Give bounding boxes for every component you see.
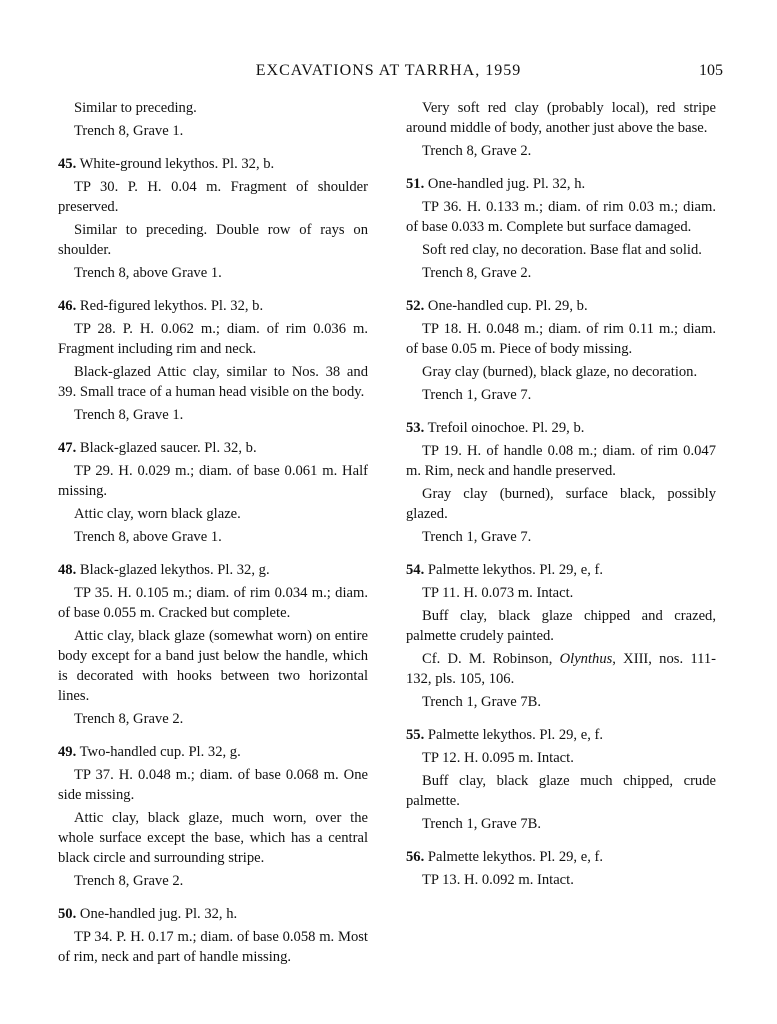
left-column xyxy=(58,98,368,980)
entry-title: One-handled jug. Pl. 32, h. xyxy=(79,906,238,922)
page-header xyxy=(0,62,777,84)
catalogue-entry xyxy=(58,560,368,729)
continued-paragraph: Similar to preceding. xyxy=(74,100,197,116)
findspot: Trench 8, Grave 2. xyxy=(74,711,184,727)
continuation-block xyxy=(58,98,368,141)
findspot: Trench 1, Grave 7B. xyxy=(422,694,542,710)
entry-paragraph: Soft red clay, no decoration. Base flat and solid. xyxy=(422,242,702,258)
findspot: Trench 8, above Grave 1. xyxy=(74,265,222,281)
continuation-block xyxy=(406,98,716,161)
entry-paragraph: TP 18. H. 0.048 m.; diam. of rim 0.11 m.; diam. of base 0.05 m. Piece of body missing. xyxy=(406,321,716,357)
findspot: Trench 8, Grave 1. xyxy=(74,407,184,423)
entry-number: 56. xyxy=(406,849,425,865)
running-title: EXCAVATIONS AT TARRHA, 1959 xyxy=(255,62,522,79)
entry-title: Palmette lekythos. Pl. 29, e, f. xyxy=(427,727,604,743)
entry-heading xyxy=(58,438,368,458)
findspot: Trench 1, Grave 7. xyxy=(422,387,532,403)
entry-heading xyxy=(406,725,716,745)
entry-heading xyxy=(58,154,368,174)
catalogue-entry xyxy=(58,438,368,547)
entry-paragraph: Buff clay, black glaze chipped and crazed, palmette crudely painted. xyxy=(406,608,716,644)
entry-title: Trefoil oinochoe. Pl. 29, b. xyxy=(427,420,585,436)
entry-title: Two-handled cup. Pl. 32, g. xyxy=(79,744,241,760)
entry-number: 47. xyxy=(58,440,77,456)
entry-paragraph: Cf. D. M. Robinson, Olynthus, XIII, nos. 111-132, pls. 105, 106. xyxy=(406,651,717,687)
catalogue-entry xyxy=(58,296,368,425)
entry-heading xyxy=(406,847,716,867)
entry-number: 46. xyxy=(58,298,77,314)
entry-title: Palmette lekythos. Pl. 29, e, f. xyxy=(427,562,604,578)
entry-paragraph: Attic clay, worn black glaze. xyxy=(74,506,241,522)
entry-heading xyxy=(58,560,368,580)
entry-number: 49. xyxy=(58,744,77,760)
entry-paragraph: TP 19. H. of handle 0.08 m.; diam. of rim 0.047 m. Rim, neck and handle preserved. xyxy=(406,443,716,479)
entry-paragraph: Attic clay, black glaze, much worn, over the whole surface except the base, which has a central black circle and surrounding stripe. xyxy=(58,810,368,866)
entry-title: Red-figured lekythos. Pl. 32, b. xyxy=(79,298,264,314)
findspot: Trench 8, Grave 2. xyxy=(422,265,532,281)
entry-paragraph: Attic clay, black glaze (somewhat worn) on entire body except for a band just below the handle, which is decorated with hooks between two horizontal lines. xyxy=(58,628,368,704)
entry-paragraph: TP 28. P. H. 0.062 m.; diam. of rim 0.036 m. Fragment including rim and neck. xyxy=(58,321,368,357)
findspot: Trench 1, Grave 7. xyxy=(422,529,532,545)
entry-heading xyxy=(58,742,368,762)
entry-heading xyxy=(406,560,716,580)
entry-number: 54. xyxy=(406,562,425,578)
entry-heading xyxy=(406,296,716,316)
entry-paragraph: TP 35. H. 0.105 m.; diam. of rim 0.034 m.; diam. of base 0.055 m. Cracked but complete. xyxy=(58,585,368,621)
entry-number: 45. xyxy=(58,156,77,172)
entry-title: One-handled cup. Pl. 29, b. xyxy=(427,298,588,314)
entry-paragraph: TP 34. P. H. 0.17 m.; diam. of base 0.058 m. Most of rim, neck and part of handle missing. xyxy=(58,929,368,965)
findspot: Trench 8, Grave 2. xyxy=(74,873,184,889)
entry-heading xyxy=(58,904,368,924)
findspot: Trench 8, Grave 2. xyxy=(422,143,532,159)
entry-paragraph: TP 36. H. 0.133 m.; diam. of rim 0.03 m.; diam. of base 0.033 m. Complete but surface damaged. xyxy=(406,199,716,235)
entry-number: 50. xyxy=(58,906,77,922)
entry-heading xyxy=(406,418,716,438)
catalogue-entry xyxy=(58,742,368,891)
catalogue-entry xyxy=(406,174,716,283)
findspot: Trench 8, Grave 1. xyxy=(74,123,184,139)
entry-title: Black-glazed lekythos. Pl. 32, g. xyxy=(79,562,270,578)
entry-paragraph: Buff clay, black glaze much chipped, crude palmette. xyxy=(406,773,716,809)
entry-number: 55. xyxy=(406,727,425,743)
catalogue-entry xyxy=(406,418,716,547)
entry-paragraph: Black-glazed Attic clay, similar to Nos. 38 and 39. Small trace of a human head visible on the body. xyxy=(58,364,368,400)
right-column xyxy=(406,98,716,903)
continued-paragraph: Very soft red clay (probably local), red stripe around middle of body, another just above the base. xyxy=(406,100,716,136)
page-number: 105 xyxy=(699,62,723,79)
entry-paragraph: Similar to preceding. Double row of rays on shoulder. xyxy=(58,222,368,258)
entry-title: One-handled jug. Pl. 32, h. xyxy=(427,176,586,192)
catalogue-entry xyxy=(58,154,368,283)
entry-paragraph: TP 29. H. 0.029 m.; diam. of base 0.061 m. Half missing. xyxy=(58,463,368,499)
catalogue-entry xyxy=(406,847,716,890)
entry-heading xyxy=(58,296,368,316)
entry-title: White-ground lekythos. Pl. 32, b. xyxy=(79,156,275,172)
entry-number: 51. xyxy=(406,176,425,192)
findspot: Trench 1, Grave 7B. xyxy=(422,816,542,832)
entry-heading xyxy=(406,174,716,194)
entry-title: Black-glazed saucer. Pl. 32, b. xyxy=(79,440,257,456)
catalogue-entry xyxy=(406,725,716,834)
entry-paragraph: TP 37. H. 0.048 m.; diam. of base 0.068 m. One side missing. xyxy=(58,767,368,803)
entry-paragraph: TP 13. H. 0.092 m. Intact. xyxy=(422,872,574,888)
entry-number: 53. xyxy=(406,420,425,436)
findspot: Trench 8, above Grave 1. xyxy=(74,529,222,545)
catalogue-entry xyxy=(58,904,368,967)
entry-paragraph: TP 11. H. 0.073 m. Intact. xyxy=(422,585,574,601)
entry-number: 48. xyxy=(58,562,77,578)
catalogue-entry xyxy=(406,296,716,405)
entry-paragraph: TP 30. P. H. 0.04 m. Fragment of shoulder preserved. xyxy=(58,179,368,215)
entry-paragraph: TP 12. H. 0.095 m. Intact. xyxy=(422,750,574,766)
entry-paragraph: Gray clay (burned), surface black, possibly glazed. xyxy=(406,486,716,522)
catalogue-entry xyxy=(406,560,716,712)
entry-paragraph: Gray clay (burned), black glaze, no decoration. xyxy=(422,364,698,380)
entry-title: Palmette lekythos. Pl. 29, e, f. xyxy=(427,849,604,865)
entry-number: 52. xyxy=(406,298,425,314)
